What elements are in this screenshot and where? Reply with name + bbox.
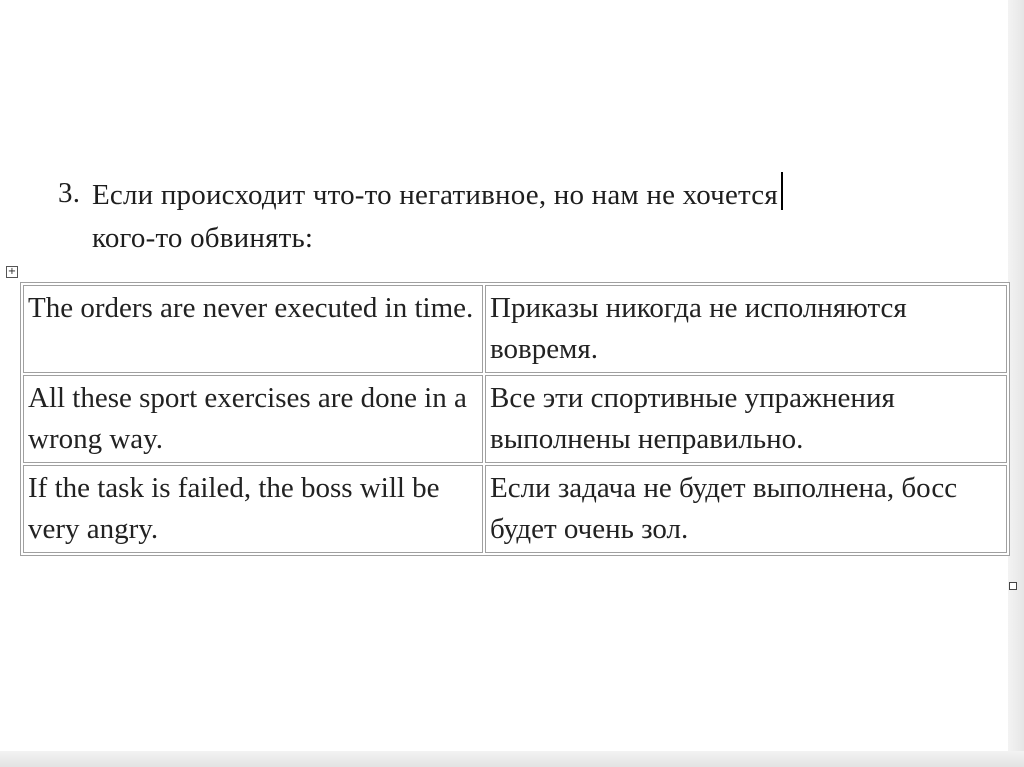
list-number: 3. — [58, 177, 81, 209]
translation-table — [20, 282, 1010, 556]
table-cell-english[interactable]: The orders are never executed in time. — [23, 285, 483, 373]
table-row — [23, 465, 1007, 553]
table-cell-russian[interactable]: Все эти спортивные упражнения выполнены неправильно. — [485, 375, 1007, 463]
table-row — [23, 375, 1007, 463]
table-cell-english[interactable]: All these sport exercises are done in a wrong way. — [23, 375, 483, 463]
list-item-line-1: Если происходит что-то негативное, но нам не хочется — [92, 179, 778, 211]
table-cell-russian[interactable]: Если задача не будет выполнена, босс будет очень зол. — [485, 465, 1007, 553]
table-resize-handle[interactable] — [1009, 582, 1017, 590]
table-move-icon[interactable]: + — [7, 266, 17, 277]
table-cell-russian[interactable]: Приказы никогда не исполняются вовремя. — [485, 285, 1007, 373]
table-cell-english[interactable]: If the task is failed, the boss will be very angry. — [23, 465, 483, 553]
list-item-line-2: кого-то обвинять: — [92, 222, 314, 254]
table-row — [23, 285, 1007, 373]
text-cursor — [781, 172, 783, 210]
list-item-text[interactable] — [92, 172, 972, 260]
